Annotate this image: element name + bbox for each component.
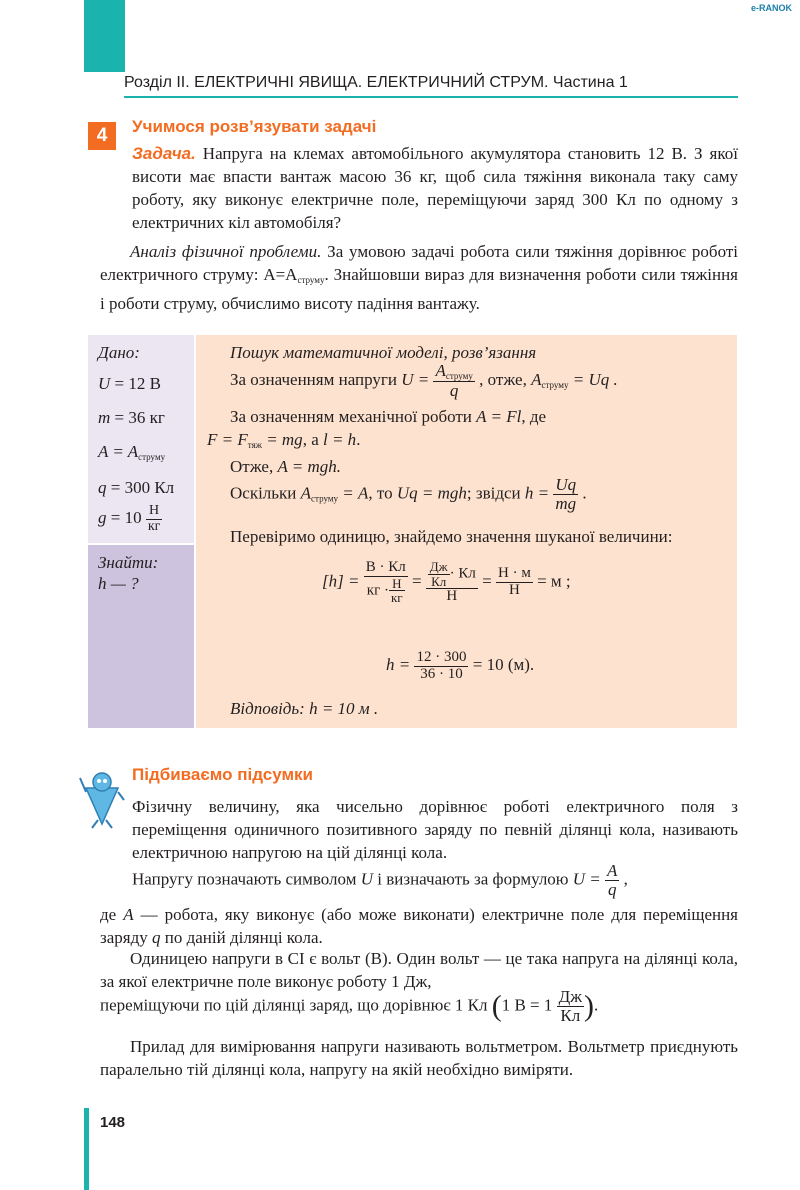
page-number: 148 <box>100 1114 126 1131</box>
section-title: Учимося розв’язувати задачі <box>132 117 377 136</box>
given-label: Дано: <box>98 343 140 362</box>
given-charge: q = 300 Кл <box>98 478 175 497</box>
top-accent-bar <box>84 0 125 72</box>
section-number-badge: 4 <box>88 122 116 150</box>
summary-voltmeter: Прилад для вимірювання напруги називають вольтметром. Вольтметр приєднують паралельно тій ділянці кола, напругу на якій необхідно виміряти. <box>100 1037 738 1079</box>
summary-title: Підбиваємо підсумки <box>132 765 313 784</box>
given-voltage: U = 12 В <box>98 374 161 393</box>
header-divider <box>124 96 738 98</box>
given-work: $A = A_{струму}$ <box>98 442 166 462</box>
solution-calculation: h = $\frac{12 \cdot 300}{36 \cdot 10}$ = 10 (м). <box>386 649 535 682</box>
publisher-logo: e-RANOK <box>750 3 792 13</box>
problem-label: Задача. <box>132 144 196 163</box>
given-mass: m = 36 кг <box>98 408 165 427</box>
find-unknown: h — ? <box>98 574 139 593</box>
solution-check-text: Перевіримо одиницю, знайдемо значення шуканої величини: <box>230 527 673 546</box>
solution-line-equation: Оскільки $A_{струму} = A$, то Uq = mgh; звідси h = $\frac{Uq}{mg}$ . <box>230 475 587 513</box>
summary-volt-definition: Одиницею напруги в СІ є вольт (В). Один вольт — це така напруга на ділянці кола, за якої електричне поле виконує роботу 1 Дж, <box>100 949 738 991</box>
solution-units-check: [h] = В · Кл кг · $\frac{Н}{кг}$ = $\frac{Дж}{Кл}$ · Кл Н = $\frac{Н \cdot м}{Н}$ = м ; <box>322 559 571 606</box>
solution-line-force: $F = F_{тяж}$ = mg, а l = h. <box>207 430 361 450</box>
solution-answer: Відповідь: h = 10 м . <box>230 699 379 718</box>
solution-line-result: Отже, A = mgh. <box>230 457 342 476</box>
bottom-accent-bar <box>84 1108 89 1190</box>
running-header: Розділ ІІ. ЕЛЕКТРИЧНІ ЯВИЩА. ЕЛЕКТРИЧНИЙ СТРУМ. Частина 1 <box>124 74 628 91</box>
solution-line-mechanical-work: За означенням механічної роботи A = Fl, де <box>230 407 547 426</box>
solution-title: Пошук математичної моделі, розв’язання <box>230 343 537 362</box>
find-label: Знайти: <box>98 553 159 572</box>
summary-formula-line: Напругу позначають символом U і визначають за формулою U = $\frac{A}{q}$ , <box>132 861 628 899</box>
problem-statement: Задача. Напруга на клемах автомобільного акумулятора становить 12 В. З якої висоти має впасти вантаж масою 36 кг, щоб сила тяжіння виконала таку саму роботу, яку виконує електричне поле, переміщуючи заряд 300 Кл по одному з електричних кіл автомобіля? <box>132 144 739 232</box>
mascot-icon <box>78 770 126 830</box>
given-gravity: g = 10 $\frac{Н}{кг}$ <box>98 503 161 534</box>
solution-line-voltage: За означенням напруги U = $\frac{A_{струму}}{q}$ , отже, $A_{струму} = Uq$ . <box>230 361 618 401</box>
summary-volt-formula: переміщуючи по цій ділянці заряд, що дорівнює 1 Кл (1 В = 1 $\frac{Дж}{Кл}$ ). <box>100 987 599 1025</box>
summary-definition: Фізичну величину, яка чисельно дорівнює роботі електричного поля з переміщення одиничного позитивного заряду по певній ділянці кола, називають електричною напругою на цій ділянці кола. <box>132 797 738 862</box>
summary-formula-explanation: де A — робота, яку виконує (або може виконати) електричне поле для переміщення заряду q по даній ділянці кола. <box>100 905 739 947</box>
problem-analysis: Аналіз фізичної проблеми. За умовою задачі робота сили тяжіння дорівнює роботі електричного струму: $A=A_{струму}$. Знайшовши вираз для визначення роботи сили тяжіння і роботи струму, обчислимо висоту падіння вантажу. <box>100 242 738 313</box>
